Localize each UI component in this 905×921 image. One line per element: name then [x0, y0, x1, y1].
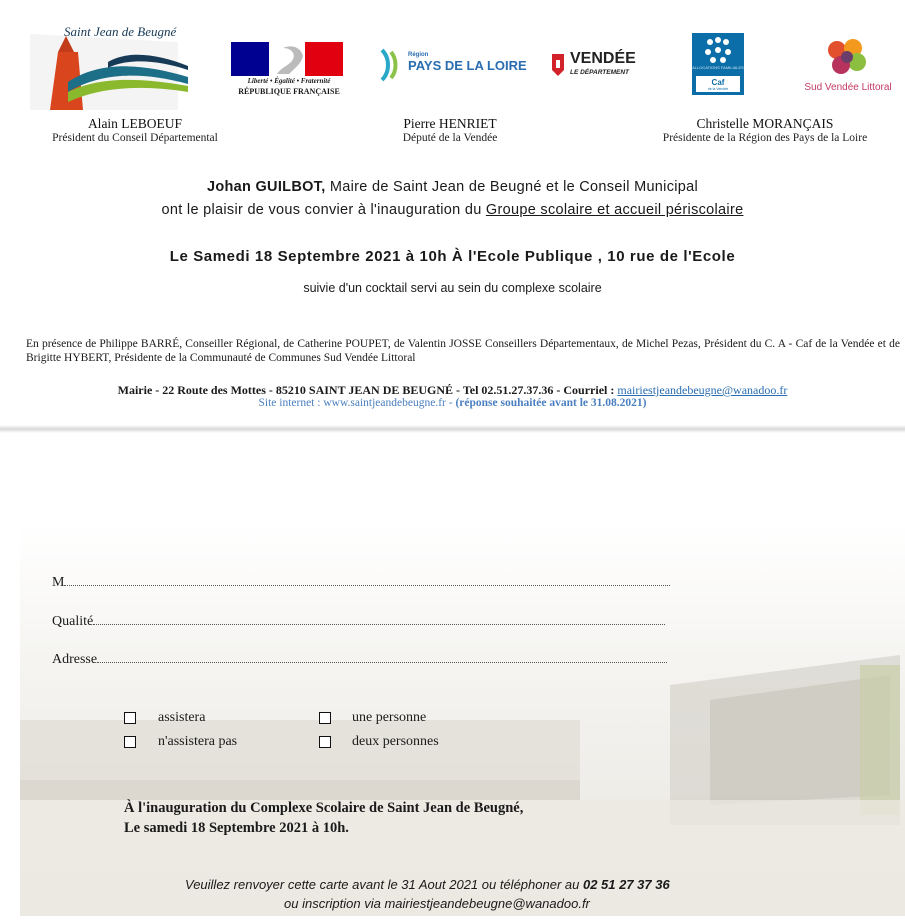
contact-email-link[interactable]: mairiestjeandebeugne@wanadoo.fr: [617, 383, 788, 397]
commune-logo-text: Saint Jean de Beugné: [64, 24, 177, 39]
invitation-cocktail-line: suivie d'un cocktail servi au sein du complexe scolaire: [303, 281, 602, 295]
field-qualite[interactable]: [52, 614, 665, 630]
field-m-line: [64, 584, 670, 586]
vendee-departement-logo: [550, 50, 646, 84]
contact-address-line: [0, 383, 905, 398]
republique-motto: Liberté • Égalité • Fraternité: [247, 77, 331, 85]
vendee-sub: LE DÉPARTEMENT: [570, 69, 629, 76]
field-m[interactable]: [52, 575, 670, 591]
checkbox-assistera[interactable]: [124, 710, 205, 726]
field-adresse[interactable]: [52, 652, 667, 668]
footer-line-2: ou inscription via mairiestjeandebeugne@wanadoo.fr: [284, 896, 590, 911]
field-adresse-label: Adresse: [52, 652, 98, 667]
republique-francaise-logo: [231, 42, 347, 98]
tear-line: [0, 425, 905, 433]
region-pays-de-la-loire-logo: [378, 46, 528, 84]
signatory-name: Alain LEBOEUF: [87, 116, 183, 131]
checkbox-box[interactable]: [124, 712, 136, 724]
signatory-henriet: [360, 116, 540, 144]
checkbox-label: n'assistera pas: [158, 734, 238, 749]
invitation-date-line: Le Samedi 18 Septembre 2021 à 10h À l'Ecole Publique , 10 rue de l'Ecole: [169, 248, 736, 265]
signatory-role: Député de la Vendée: [402, 132, 498, 144]
signatory-name: Pierre HENRIET: [403, 116, 497, 131]
region-small-label: Région: [408, 52, 429, 58]
contact-address: Mairie - 22 Route des Mottes - 85210 SAINT JEAN DE BEUGNÉ - Tel 02.51.27.37.36 - Courriel :: [117, 383, 618, 397]
region-name: PAYS DE LA LOIRE: [408, 58, 527, 73]
svl-name: Sud Vendée Littoral: [804, 82, 892, 93]
field-m-label: M: [52, 575, 65, 590]
checkbox-une-personne[interactable]: [319, 710, 426, 726]
caf-sub: de la Vendée: [707, 87, 729, 91]
invitation-purpose-line: [0, 202, 905, 218]
caf-allocations: ALLOCATIONS FAMILIALES: [692, 65, 744, 70]
purpose-prefix: ont le plaisir de vous convier à l'inauguration du: [161, 202, 486, 218]
footer-phone: 02 51 27 37 36: [582, 877, 670, 892]
sud-vendee-littoral-logo: [805, 38, 895, 94]
checkbox-label: une personne: [352, 710, 427, 725]
presence-paragraph: En présence de Philippe BARRÉ, Conseiller Régional, de Catherine POUPET, de Valentin JOSSE Conseillers Départementaux, de Michel Pezas, Président du C. A - Caf de la Vendée et de Brigitte HYBERT, Présidente de la Communauté de Communes Sud Vendée Littoral: [26, 338, 900, 364]
commune-logo: [28, 22, 198, 114]
contact-website[interactable]: Site internet : www.saintjeandebeugne.fr -: [258, 397, 456, 409]
signatory-morancais: [630, 116, 900, 144]
purpose-underlined: Groupe scolaire et accueil périscolaire: [485, 202, 744, 218]
republique-name: RÉPUBLIQUE FRANÇAISE: [238, 87, 340, 96]
signatory-leboeuf: [20, 116, 250, 144]
checkbox-label: deux personnes: [352, 734, 439, 749]
contact-website-line: [0, 397, 905, 409]
checkbox-box[interactable]: [124, 736, 136, 748]
invitation-host-line: [0, 179, 905, 195]
closing-line-2: Le samedi 18 Septembre 2021 à 10h.: [124, 820, 349, 836]
host-name: Johan GUILBOT,: [206, 179, 326, 195]
field-qualite-line: [93, 623, 665, 625]
closing-line-1: À l'inauguration du Complexe Scolaire de Saint Jean de Beugné,: [124, 800, 524, 816]
caf-name: Caf: [711, 78, 725, 87]
checkbox-box[interactable]: [319, 736, 331, 748]
vendee-name: VENDÉE: [570, 50, 636, 67]
footer-line-1: [185, 877, 670, 892]
signatory-role: Présidente de la Région des Pays de la Loire: [662, 132, 868, 144]
caf-logo: [692, 33, 744, 95]
signatory-name: Christelle MORANÇAIS: [696, 116, 834, 131]
field-adresse-line: [97, 661, 667, 663]
contact-response-deadline: (réponse souhaitée avant le 31.08.2021): [455, 397, 647, 409]
checkbox-nassistera-pas[interactable]: [124, 734, 237, 750]
host-rest: Maire de Saint Jean de Beugné et le Conseil Municipal: [325, 179, 699, 195]
checkbox-box[interactable]: [319, 712, 331, 724]
footer-instructions: Veuillez renvoyer cette carte avant le 31 Aout 2021 ou téléphoner au: [185, 877, 583, 892]
signatory-role: Président du Conseil Départemental: [52, 132, 218, 144]
checkbox-deux-personnes[interactable]: [319, 734, 439, 750]
checkbox-label: assistera: [158, 710, 206, 725]
field-qualite-label: Qualité: [52, 614, 94, 629]
